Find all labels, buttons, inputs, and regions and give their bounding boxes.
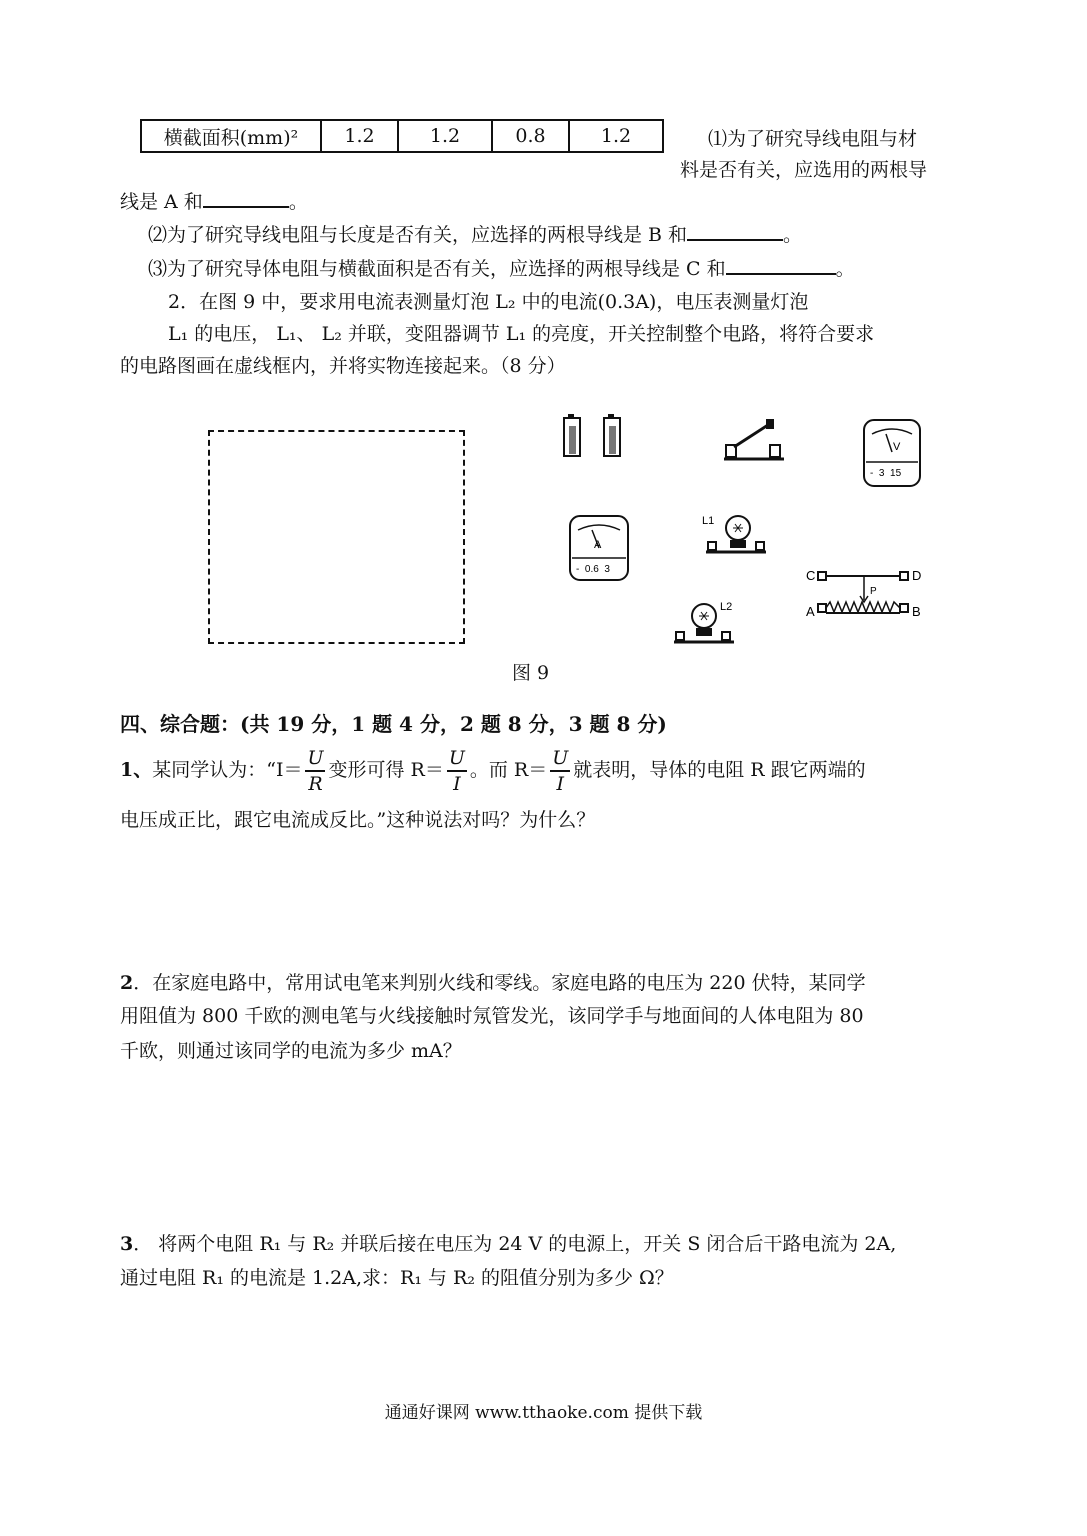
q4-2-line2: 用阻值为 800 千欧的测电笔与火线接触时氖管发光，该同学手与地面间的人体电阻为 80 (120, 1005, 864, 1027)
frac-num: U (447, 746, 467, 772)
q4-2-line1 (120, 968, 866, 995)
q1-part1-text: 线是 A 和 (120, 191, 203, 213)
fraction-u-over-r (305, 746, 325, 796)
q2-line2: L₁ 的电压， L₁、 L₂ 并联，变阻器调节 L₁ 的亮度，开关控制整个电路，将符合要求 (168, 323, 875, 345)
rheostat-icon (804, 564, 924, 624)
rheostat-b: B (912, 604, 921, 619)
answer-blank-2[interactable] (687, 221, 783, 241)
fraction-u-over-i (550, 746, 570, 796)
q4-1-number: 1、 (120, 759, 153, 781)
q1-part1-line2: 料是否有关，应选用的两根导 (680, 159, 928, 181)
page-footer: 通通好课网 www.tthaoke.com 提供下载 (384, 1403, 703, 1423)
cross-section-table (140, 119, 664, 153)
frac-den: I (556, 773, 564, 795)
switch-icon (720, 415, 788, 465)
frac-num: U (305, 746, 325, 772)
frac-den: R (308, 773, 323, 795)
frac-den: I (453, 773, 461, 795)
table-cell: 0.8 (492, 120, 569, 152)
section4-title: 四、综合题：(共 19 分，1 题 4 分，2 题 8 分，3 题 8 分) (120, 712, 667, 736)
table-row (141, 120, 663, 152)
q4-2-line3: 千欧，则通过该同学的电流为多少 mA？ (120, 1040, 462, 1062)
lamp-l2-label: L2 (720, 601, 733, 613)
circuit-drawing-box[interactable] (208, 430, 465, 644)
table-cell: 1.2 (569, 120, 663, 152)
lamp-l1-label: L1 (702, 515, 715, 527)
q4-3-line1 (120, 1229, 896, 1256)
frac-num: U (550, 746, 570, 772)
answer-blank-3[interactable] (726, 255, 836, 275)
q1-part2-end: 。 (783, 224, 803, 246)
q1-part1-line1: ⑴为了研究导线电阻与材 (708, 128, 918, 150)
voltmeter-scale: - 3 15 (870, 468, 902, 479)
fraction-u-over-i (447, 746, 467, 796)
table-cell: 1.2 (398, 120, 492, 152)
voltmeter-label: V (893, 441, 901, 453)
q4-3-number: 3 (120, 1233, 134, 1255)
voltmeter-icon (862, 418, 922, 488)
battery-icon (562, 410, 632, 460)
q4-1-text2: 变形可得 R＝ (328, 759, 444, 781)
q2-line3: 的电路图画在虚线框内，并将实物连接起来。（8 分） (120, 355, 566, 377)
q2-line1: 2．在图 9 中，要求用电流表测量灯泡 L₂ 中的电流(0.3A)，电压表测量灯泡 (168, 291, 809, 313)
rheostat-p: P (870, 586, 877, 597)
rheostat-a: A (806, 604, 815, 619)
ammeter-label: A (594, 539, 602, 551)
q4-1-text4: 就表明，导体的电阻 R 跟它两端的 (573, 759, 866, 781)
rheostat-c: C (806, 568, 816, 583)
q1-part3 (148, 254, 855, 281)
table-cell: 1.2 (321, 120, 398, 152)
table-header-cell: 横截面积(mm)² (141, 120, 321, 152)
q4-3-line2: 通过电阻 R₁ 的电流是 1.2A,求：R₁ 与 R₂ 的阻值分别为多少 Ω？ (120, 1267, 674, 1289)
answer-blank-1[interactable] (203, 188, 289, 208)
q4-2-number: 2 (120, 972, 134, 994)
q1-part2 (148, 220, 802, 247)
lamp-l1-icon (700, 508, 770, 558)
rheostat-d: D (912, 568, 922, 583)
q4-2-text: ．在家庭电路中，常用试电笔来判别火线和零线。家庭电路的电压为 220 伏特，某同学 (133, 972, 866, 994)
q4-1-line2: 电压成正比，跟它电流成反比。”这种说法对吗？为什么？ (120, 809, 596, 831)
q4-3-text: ． 将两个电阻 R₁ 与 R₂ 并联后接在电压为 24 V 的电源上，开关 S 闭合后干路电流为 2A, (133, 1233, 897, 1255)
q4-1-line1 (120, 744, 866, 796)
q1-part2-text: ⑵为了研究导线电阻与长度是否有关，应选择的两根导线是 B 和 (148, 224, 688, 246)
q4-1-text1: 某同学认为：“I＝ (152, 759, 303, 781)
q1-part3-end: 。 (835, 258, 855, 280)
q4-1-text3: 。而 R＝ (469, 759, 548, 781)
q1-part1-end: 。 (288, 191, 308, 213)
q1-part1-line3 (120, 187, 308, 214)
figure-caption: 图 9 (512, 662, 550, 684)
ammeter-icon (568, 514, 630, 582)
q1-part3-text: ⑶为了研究导体电阻与横截面积是否有关，应选择的两根导线是 C 和 (148, 258, 726, 280)
ammeter-scale: - 0.6 3 (576, 564, 610, 575)
lamp-l2-icon (670, 596, 740, 648)
